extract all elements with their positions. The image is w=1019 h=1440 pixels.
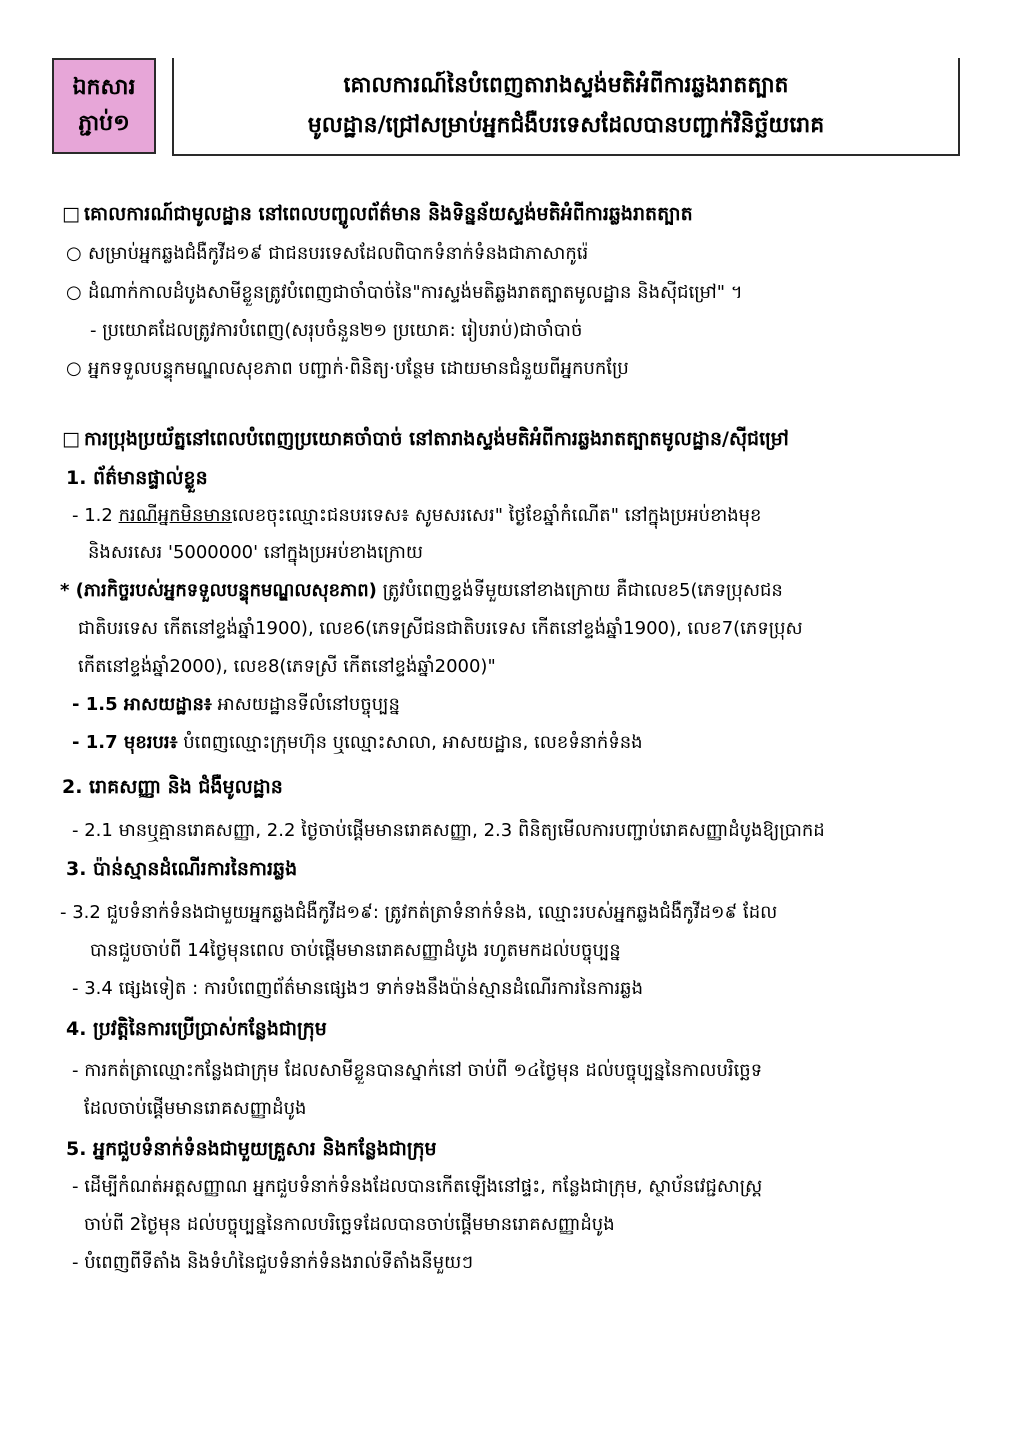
subsection-title: 2. រោគសញ្ញា និង ជំងឺមូលដ្ឋាន	[62, 776, 283, 798]
circle-bullet-icon: ○	[66, 358, 82, 379]
page-title	[172, 58, 960, 156]
title-line-1: គោលការណ៍នៃបំពេញតារាងស្ទង់មតិអំពីការឆ្លងរាតត្បាត	[343, 73, 789, 98]
title-line-2: មូលដ្ឋាន/ជ្រៅសម្រាប់អ្នកជំងឺបរទេសដែលបានបញ្ជាក់វិនិច្ឆ័យរោគ	[307, 113, 825, 138]
attachment-label	[52, 58, 156, 154]
section-b-heading	[62, 426, 789, 452]
list-item: ○ សម្រាប់អ្នកឆ្លងជំងឺកូវីដ១៩ ជាជនបរទេសដែលពិបាកទំនាក់ទំនងជាភាសាកូរ៉េ	[66, 241, 588, 267]
section-b-heading-text: ការប្រុងប្រយ័ត្ននៅពេលបំពេញប្រយោគចាំបាច់ នៅតារាងស្ទង់មតិអំពីការឆ្លងរាតត្បាតមូលដ្ឋាន/ស៊ីជម្រៅ	[84, 428, 789, 450]
list-item: - បំពេញពីទីតាំង និងទំហំនៃជួបទំនាក់ទំនងរាល់ទីតាំងនីមួយៗ	[72, 1252, 474, 1273]
list-item: - ការកត់ត្រាឈ្មោះកន្លែងជាក្រុម ដែលសាមីខ្លួនបានស្នាក់នៅ ចាប់ពី ១៤ថ្ងៃមុន ដល់បច្ចុប្បន្ននៃកាលបរិច្ឆេទ	[72, 1060, 763, 1081]
subsection-title: 3. ប៉ាន់ស្មានដំណើរការនៃការឆ្លង	[66, 858, 298, 880]
attachment-label-line1: ឯកសារ	[72, 75, 136, 100]
circle-bullet-icon: ○	[66, 243, 82, 264]
note-item: * (ភារកិច្ចរបស់អ្នកទទួលបន្ទុកមណ្ឌលសុខភាព) ត្រូវបំពេញខ្ទង់ទីមួយនៅខាងក្រោយ គឺជាលេខ5(ភេទប្រុសជន	[60, 580, 783, 601]
subsection-title: 4. ប្រវត្តិនៃការប្រើប្រាស់កន្លែងជាក្រុម	[66, 1018, 327, 1040]
list-item-continuation: ចាប់ពី 2ថ្ងៃមុន ដល់បច្ចុប្បន្ននៃកាលបរិច្ឆេទដែលបានចាប់ផ្តើមមានរោគសញ្ញាដំបូង	[84, 1214, 615, 1235]
list-item: - ដើម្បីកំណត់អត្តសញ្ញាណ អ្នកជួបទំនាក់ទំនងដែលបានកើតឡើងនៅផ្ទះ, កន្លែងជាក្រុម, ស្ថាប័នវេជ្ជសាស្ត្រ	[72, 1176, 763, 1197]
list-item: - 1.2 ករណីអ្នកមិនមានលេខចុះឈ្មោះជនបរទេស៖ សូមសរសេរ" ថ្ងៃខែឆ្នាំកំណើត" នៅក្នុងប្រអប់ខាងមុខ	[72, 505, 762, 526]
list-item: - 1.7 មុខរបរ៖ បំពេញឈ្មោះក្រុមហ៊ុន ឬឈ្មោះសាលា, អាសយដ្ឋាន, លេខទំនាក់ទំនង	[72, 732, 643, 753]
list-item-continuation: និងសរសេរ '5000000' នៅក្នុងប្រអប់ខាងក្រោយ	[88, 542, 424, 563]
checkbox-marker: □	[62, 203, 80, 225]
section-a-heading	[62, 201, 693, 227]
list-item: - 2.1 មានឬគ្មានរោគសញ្ញា, 2.2 ថ្ងៃចាប់ផ្តើមមានរោគសញ្ញា, 2.3 ពិនិត្យមើលការបញ្ជាប់រោគសញ្ញាដំបូងឱ្យប្រាកដ	[72, 820, 825, 841]
list-item-continuation: ដែលចាប់ផ្តើមមានរោគសញ្ញាដំបូង	[84, 1098, 307, 1119]
list-item: - 3.4 ផ្សេងទៀត : ការបំពេញព័ត៌មានផ្សេងៗ ទាក់ទងនឹងប៉ាន់ស្មានដំណើរការនៃការឆ្លង	[72, 978, 644, 999]
list-item: - 3.2 ជួបទំនាក់ទំនងជាមួយអ្នកឆ្លងជំងឺកូវីដ១៩: ត្រូវកត់ត្រាទំនាក់ទំនង, ឈ្មោះរបស់អ្នកឆ្លងជំងឺកូវីដ១៩ ដែល	[60, 902, 778, 923]
document-header	[52, 58, 960, 158]
attachment-label-line2: ភ្ជាប់១	[78, 111, 130, 136]
checkbox-marker: □	[62, 428, 80, 450]
note-continuation: កើតនៅខ្ទង់ឆ្នាំ2000), លេខ8(ភេទស្រី កើតនៅខ្ទង់ឆ្នាំ2000)"	[78, 656, 496, 677]
sub-list-item: - ប្រយោគដែលត្រូវការបំពេញ(សរុបចំនួន២១ ប្រយោគ: រៀបរាប់)ជាចាំបាច់	[90, 320, 583, 341]
subsection-title: 1. ព័ត៌មានផ្ទាល់ខ្លួន	[66, 467, 208, 489]
subsection-title: 5. អ្នកជួបទំនាក់ទំនងជាមួយគ្រួសារ និងកន្លែងជាក្រុម	[66, 1138, 437, 1160]
list-item-continuation: បានជួបចាប់ពី 14ថ្ងៃមុនពេល ចាប់ផ្តើមមានរោគសញ្ញាដំបូង រហូតមកដល់បច្ចុប្បន្ន	[90, 940, 621, 961]
list-item: ○ ដំណាក់កាលដំបូងសាមីខ្លួនត្រូវបំពេញជាចាំបាច់នៃ"ការស្ទង់មតិឆ្លងរាតត្បាតមូលដ្ឋាន និងស៊ីជម្រៅ" ។	[66, 280, 743, 306]
list-item: - 1.5 អាសយដ្ឋាន៖ អាសយដ្ឋានទីលំនៅបច្ចុប្បន្ន	[72, 694, 400, 715]
circle-bullet-icon: ○	[66, 282, 82, 303]
section-a-heading-text: គោលការណ៍ជាមូលដ្ឋាន នៅពេលបញ្ចូលព័ត៌មាន និងទិន្នន័យស្ទង់មតិអំពីការឆ្លងរាតត្បាត	[84, 203, 693, 225]
list-item: ○ អ្នកទទួលបន្ទុកមណ្ឌលសុខភាព បញ្ជាក់·ពិនិត្យ·បន្ថែម ដោយមានជំនួយពីអ្នកបកប្រែ	[66, 356, 629, 382]
note-continuation: ជាតិបរទេស កើតនៅខ្ទង់ឆ្នាំ1900), លេខ6(ភេទស្រីជនជាតិបរទេស កើតនៅខ្ទង់ឆ្នាំ1900), លេខ7(ភេទប្រុស	[78, 618, 803, 639]
